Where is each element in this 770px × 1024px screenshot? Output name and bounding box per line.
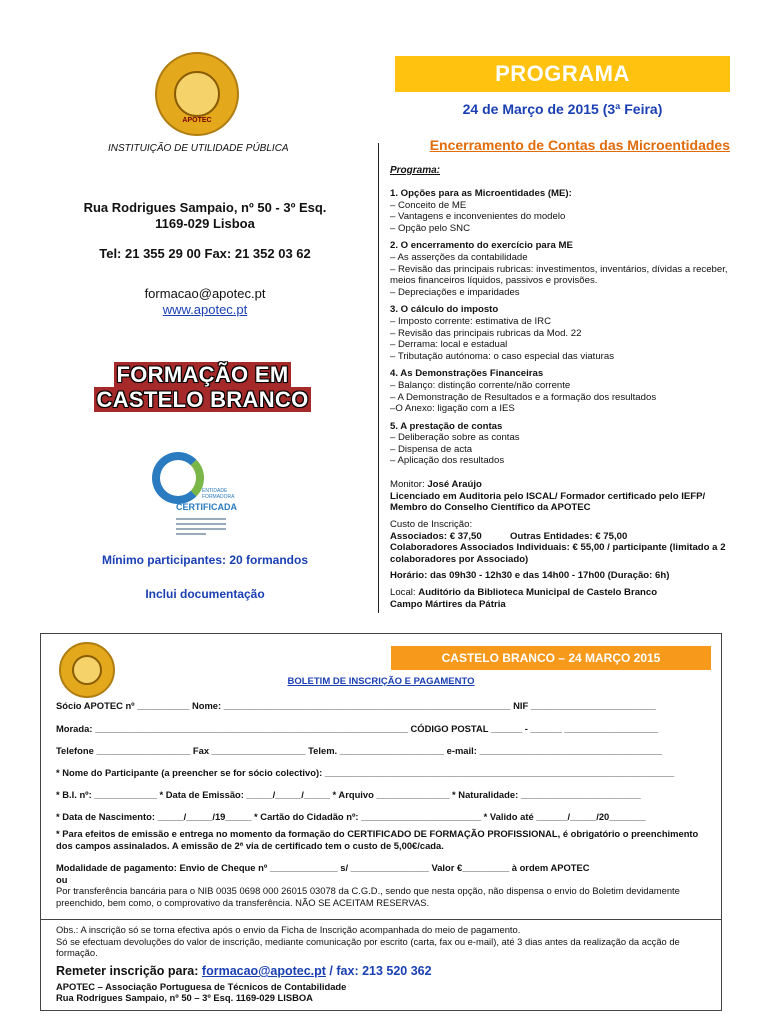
section-item: – Imposto corrente: estimativa de IRC	[390, 315, 552, 327]
pricing-row	[390, 531, 735, 543]
section-item: –O Anexo: ligação com a IES	[390, 403, 515, 415]
payment-cheque[interactable]: Modalidade de pagamento: Envio de Cheque nº _____________ s/ _______________ Valor €_________ à ordem APOTEC	[56, 862, 590, 873]
section-item: – As asserções da contabilidade	[390, 251, 528, 263]
program-section	[390, 421, 730, 467]
program-list	[390, 188, 730, 473]
promo-title	[40, 362, 365, 412]
cert-fineprint	[176, 518, 226, 535]
includes-docs: Inclui documentação	[145, 587, 265, 601]
schedule: Horário: das 09h30 - 12h30 e das 14h00 - 17h00 (Duração: 6h)	[390, 570, 670, 581]
remit-label: Remeter inscrição para:	[56, 964, 199, 978]
promo-title-line2: CASTELO BRANCO	[94, 387, 312, 412]
payment-transfer: Por transferência bancária para o NIB 0035 0698 000 26015 03078 da C.G.D., sendo que nesta opção, não dispensa o envio do Boletim devidamente preenchido, bem como, o comprovativo da transferência. NÃO SE ACEITAM RESERVAS.	[56, 885, 680, 908]
section-item: – Conceito de ME	[390, 199, 467, 211]
form-line-address[interactable]: Morada: ____________________________________________________________ CÓDIGO POSTAL ______ - ______ __________________	[56, 723, 659, 734]
section-item: – Deliberação sobre as contas	[390, 432, 520, 444]
institution-label: INSTITUIÇÃO DE UTILIDADE PÚBLICA	[108, 143, 289, 154]
notes-section	[41, 919, 721, 1011]
program-section	[390, 240, 730, 298]
section-title: 5. A prestação de contas	[390, 420, 503, 432]
payment-or: ou	[56, 873, 68, 885]
contact-links	[40, 286, 370, 318]
min-participants: Mínimo participantes: 20 formandos	[101, 553, 309, 567]
program-section	[390, 368, 730, 414]
section-title: 1. Opções para as Microentidades (ME):	[390, 188, 572, 199]
form-line-id[interactable]: * B.I. nº: ____________ * Data de Emissão: _____/_____/_____ * Arquivo ______________ * Naturalidade: _______________________	[56, 789, 641, 800]
org-address: Rua Rodrigues Sampaio, nº 50 – 3º Esq. 1169-029 LISBOA	[56, 992, 313, 1003]
registration-form	[40, 633, 722, 1011]
phone-fax: Tel: 21 355 29 00 Fax: 21 352 03 62	[99, 246, 311, 261]
form-title: BOLETIM DE INSCRIÇÃO E PAGAMENTO	[287, 676, 475, 687]
programa-banner: PROGRAMA	[395, 56, 730, 92]
location-block	[390, 587, 735, 610]
section-item: – Opção pelo SNC	[390, 222, 470, 234]
address-line1: Rua Rodrigues Sampaio, nº 50 - 3º Esq.	[83, 200, 327, 215]
program-section	[390, 188, 730, 234]
location-label: Local:	[390, 587, 416, 598]
section-item: – Aplicação dos resultados	[390, 455, 505, 467]
contact-email: formacao@apotec.pt	[144, 286, 266, 301]
remit-email-link[interactable]: formacao@apotec.pt	[201, 964, 326, 978]
address-block	[40, 200, 370, 232]
section-item: – Vantagens e inconvenientes do modelo	[390, 211, 566, 223]
certificate-note: * Para efeitos de emissão e entrega no momento da formação do CERTIFICADO DE FORMAÇÃO PROFISSIONAL, é obrigatório o preenchimento dos campos assinalados. A emissão de 2ª via de certificado tem o custo de 5,00€/cada.	[56, 828, 699, 851]
column-divider	[378, 143, 379, 613]
form-line-member[interactable]: Sócio APOTEC nº __________ Nome: _______________________________________________________ NIF ________________________	[56, 700, 656, 711]
obs-block	[56, 924, 711, 959]
cert-circle-icon	[152, 452, 204, 504]
remit-line	[56, 964, 432, 978]
program-heading: Programa:	[390, 165, 441, 176]
form-line-phone[interactable]: Telefone __________________ Fax __________________ Telem. ____________________ e-mail: ___________________________________	[56, 745, 662, 756]
event-date: 24 de Março de 2015 (3ª Feira)	[462, 101, 663, 117]
cert-text-3: CERTIFICADA	[176, 502, 237, 512]
section-title: 2. O encerramento do exercício para ME	[390, 240, 573, 252]
cert-subtext	[202, 488, 235, 500]
cert-text-1: ENTIDADE	[202, 488, 228, 494]
location-street: Campo Mártires da Pátria	[390, 598, 506, 610]
obs-line1: Obs.: A inscrição só se torna efectiva após o envio da Ficha de Inscrição acompanhada do meio de pagamento.	[56, 924, 521, 935]
program-section	[390, 304, 730, 362]
org-block	[56, 981, 346, 1003]
section-item: – Dispensa de acta	[390, 443, 473, 455]
price-others: Outras Entidades: € 75,00	[510, 530, 628, 542]
monitor-label: Monitor:	[390, 479, 425, 490]
address-line2: 1169-029 Lisboa	[155, 216, 255, 231]
pricing-title: Custo de Inscrição:	[390, 519, 473, 530]
remit-fax: / fax: 213 520 362	[325, 964, 432, 978]
org-name: APOTEC – Associação Portuguesa de Técnicos de Contabilidade	[56, 981, 347, 992]
form-banner: CASTELO BRANCO – 24 MARÇO 2015	[391, 646, 711, 670]
cert-text-2: FORMADORA	[202, 494, 235, 500]
monitor-bio: Licenciado em Auditoria pelo ISCAL/ Formador certificado pelo IEFP/ Membro do Conselho Científico da APOTEC	[390, 490, 706, 514]
section-item: – Depreciações e imparidades	[390, 286, 520, 298]
section-item: – Derrama: local e estadual	[390, 339, 508, 351]
pricing-block	[390, 519, 735, 565]
website-link[interactable]: www.apotec.pt	[162, 302, 248, 317]
form-logo	[59, 642, 115, 698]
promo-title-line1: FORMAÇÃO EM	[114, 362, 292, 387]
obs-line2: Só se efectuam devoluções do valor de inscrição, mediante comunicação por escrito (carta, fax ou e-mail), até 3 dias antes da realização da acção de formação.	[56, 935, 680, 958]
location-name: Auditório da Biblioteca Municipal de Castelo Branco	[418, 587, 658, 598]
form-line-birth[interactable]: * Data de Nascimento: _____/_____/19_____ * Cartão do Cidadão nº: _______________________ * Valido até ______/_____/20_______	[56, 811, 646, 822]
price-collaborators: Colaboradores Associados Individuais: € 55,00 / participante (limitado a 2 colaboradores por Associado)	[390, 542, 726, 565]
section-title: 4. As Demonstrações Financeiras	[390, 368, 544, 380]
section-item: – A Demonstração de Resultados e a formação dos resultados	[390, 391, 657, 403]
section-item: – Balanço: distinção corrente/não corrente	[390, 379, 571, 391]
course-title: Encerramento de Contas das Microentidades	[429, 137, 730, 153]
price-associates: Associados: € 37,50	[390, 530, 482, 542]
monitor-block	[390, 479, 735, 514]
section-title: 3. O cálculo do imposto	[390, 304, 499, 316]
form-line-participant[interactable]: * Nome do Participante (a preencher se for sócio colectivo): ___________________________________________________________________	[56, 767, 675, 778]
certified-entity-logo	[152, 452, 262, 552]
section-item: – Revisão das principais rubricas: investimentos, inventários, dívidas a receber, meios financeiros líquidos, passivos e provisões.	[390, 263, 728, 287]
monitor-name: José Araújo	[427, 479, 482, 490]
logo-text: APOTEC	[182, 117, 212, 124]
section-item: – Revisão das principais rubricas da Mod. 22	[390, 327, 582, 339]
payment-block	[56, 862, 711, 908]
apotec-logo	[155, 52, 239, 136]
section-item: – Tributação autónoma: o caso especial das viaturas	[390, 350, 614, 362]
logo-figure-icon	[174, 71, 220, 117]
